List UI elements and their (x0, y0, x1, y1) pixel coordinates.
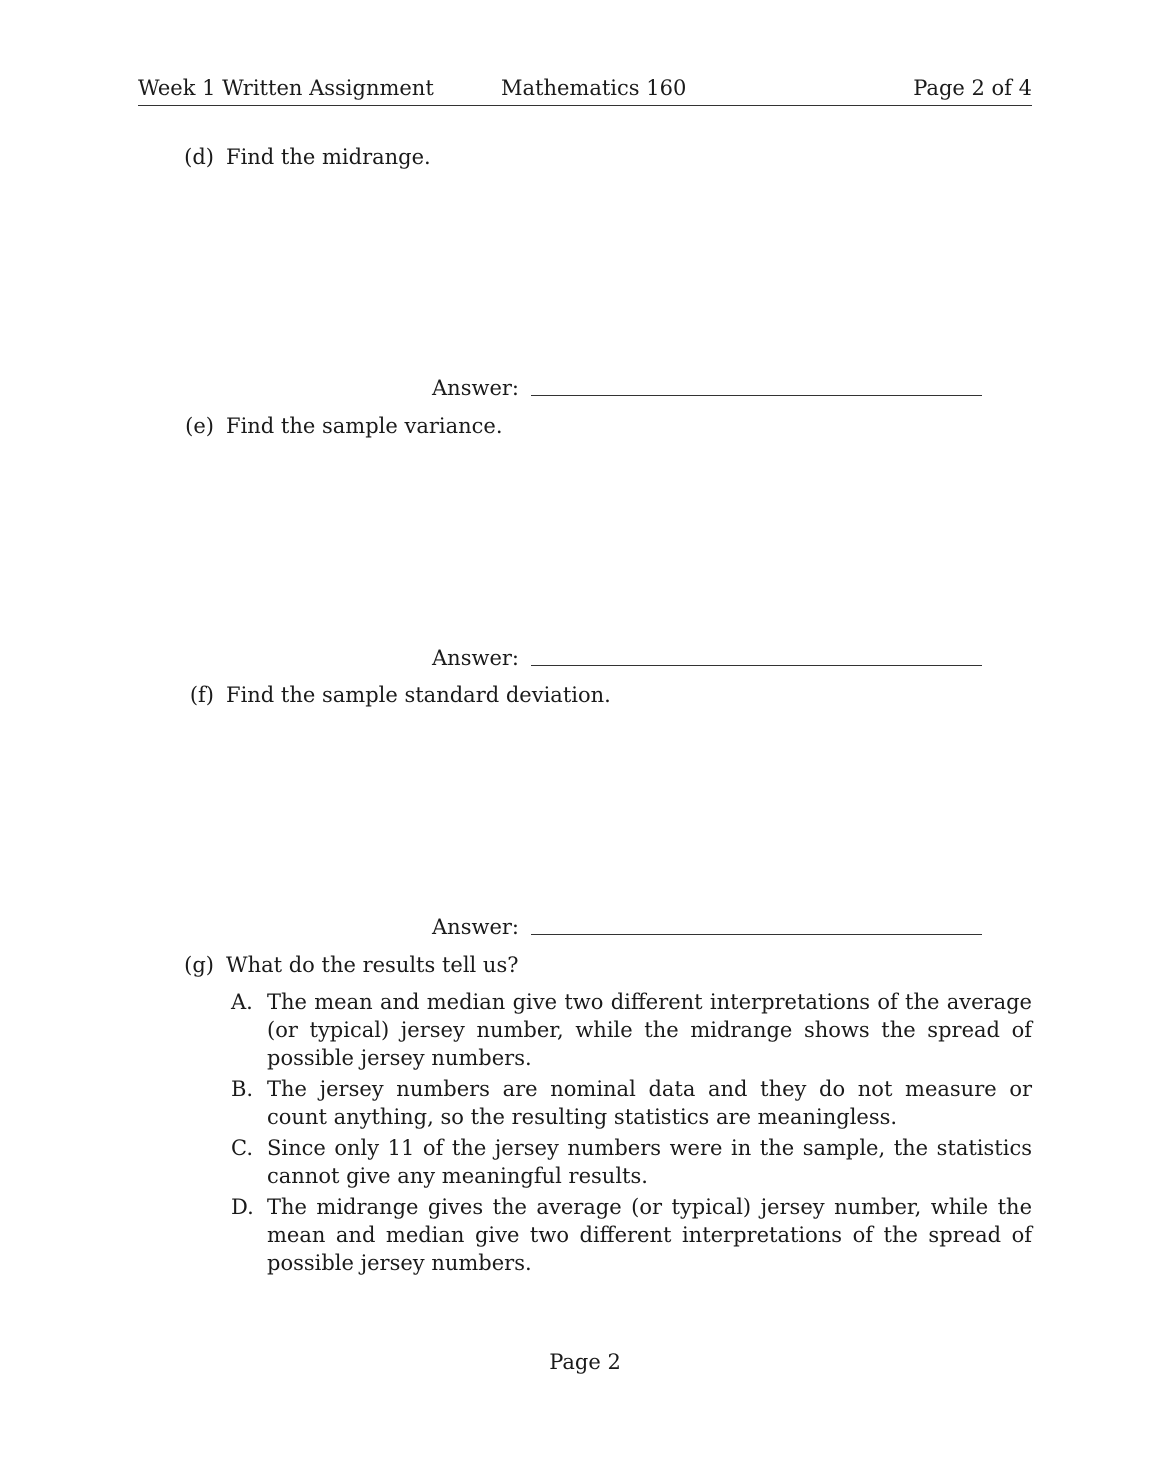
question-g-label: (g) (184, 953, 214, 977)
choice-b-text: The jersey numbers are nominal data and they do not measure or count anything, so the resulting statistics are meaningless. (267, 1077, 1032, 1129)
question-d-text: Find the midrange. (226, 145, 431, 169)
choice-c-text: Since only 11 of the jersey numbers were in the sample, the statistics cannot give any meaningful results. (267, 1136, 1032, 1188)
question-g (184, 953, 519, 977)
answer-e-label: Answer: (432, 646, 519, 670)
answer-f-blank[interactable] (531, 934, 982, 935)
answer-d-label: Answer: (432, 376, 519, 400)
question-g-text: What do the results tell us? (226, 953, 519, 977)
choice-a-letter: A. (231, 990, 253, 1014)
question-f-label: (f) (189, 683, 214, 707)
choice-a-text: The mean and median give two different interpretations of the average (or typical) jersey number, while the midrange shows the spread of possible jersey numbers. (267, 990, 1032, 1070)
page-footer: Page 2 (549, 1350, 621, 1374)
question-e-text: Find the sample variance. (226, 414, 503, 438)
question-f-text: Find the sample standard deviation. (226, 683, 611, 707)
choice-list (231, 988, 1032, 1280)
answer-d-blank[interactable] (531, 395, 982, 396)
choice-b[interactable] (231, 1075, 1032, 1131)
choice-d-text: The midrange gives the average (or typical) jersey number, while the mean and median give two different interpretations of the spread of possible jersey numbers. (267, 1195, 1032, 1275)
header-assignment-title: Week 1 Written Assignment (138, 76, 434, 100)
answer-e-blank[interactable] (531, 665, 982, 666)
choice-c[interactable] (231, 1134, 1032, 1190)
choice-d[interactable] (231, 1193, 1032, 1277)
question-d-label: (d) (184, 145, 214, 169)
choice-d-letter: D. (231, 1195, 254, 1219)
question-d (184, 145, 431, 169)
question-e (185, 414, 503, 438)
question-f (189, 683, 611, 707)
header-course-name: Mathematics 160 (501, 76, 687, 100)
answer-f-label: Answer: (432, 915, 519, 939)
question-e-label: (e) (185, 414, 214, 438)
choice-b-letter: B. (231, 1077, 254, 1101)
choice-c-letter: C. (231, 1136, 253, 1160)
choice-a[interactable] (231, 988, 1032, 1072)
page-header (138, 74, 1032, 106)
header-page-count: Page 2 of 4 (913, 76, 1032, 100)
